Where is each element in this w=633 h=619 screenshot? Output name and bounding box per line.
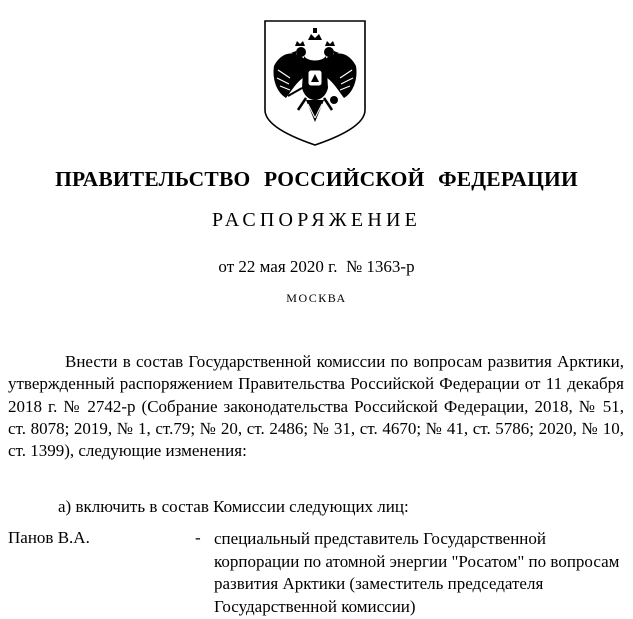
document-type: РАСПОРЯЖЕНИЕ <box>211 209 422 231</box>
document-date-number: от 22 мая 2020 г. № 1363-р <box>218 257 415 276</box>
list-item-a: а) включить в состав Комиссии следующих лиц: <box>58 497 409 516</box>
document-city: МОСКВА <box>286 291 347 305</box>
russian-coat-of-arms-icon <box>262 18 368 148</box>
government-title: ПРАВИТЕЛЬСТВО РОССИЙСКОЙ ФЕДЕРАЦИИ <box>55 167 578 191</box>
member-dash: - <box>195 528 201 547</box>
member-role: специальный представитель Государственной корпорации по атомной энергии "Росатом" по вопросам развития Арктики (заместитель председателя Государственной комиссии) <box>214 529 620 616</box>
member-name: Панов В.А. <box>8 528 90 547</box>
body-paragraph: Внести в состав Государственной комиссии по вопросам развития Арктики, утвержденный распоряжением Правительства Российской Федерации от 11 декабря 2018 г. № 2742-р (Собрание законодательства Российской Федерации, 2018, № 51, ст. 8078; 2019, № 1, ст.79; № 20, ст. 2486; № 31, ст. 4670; № 41, ст. 5786; 2020, № 10, ст. 1399), следующие изменения: <box>8 352 624 461</box>
